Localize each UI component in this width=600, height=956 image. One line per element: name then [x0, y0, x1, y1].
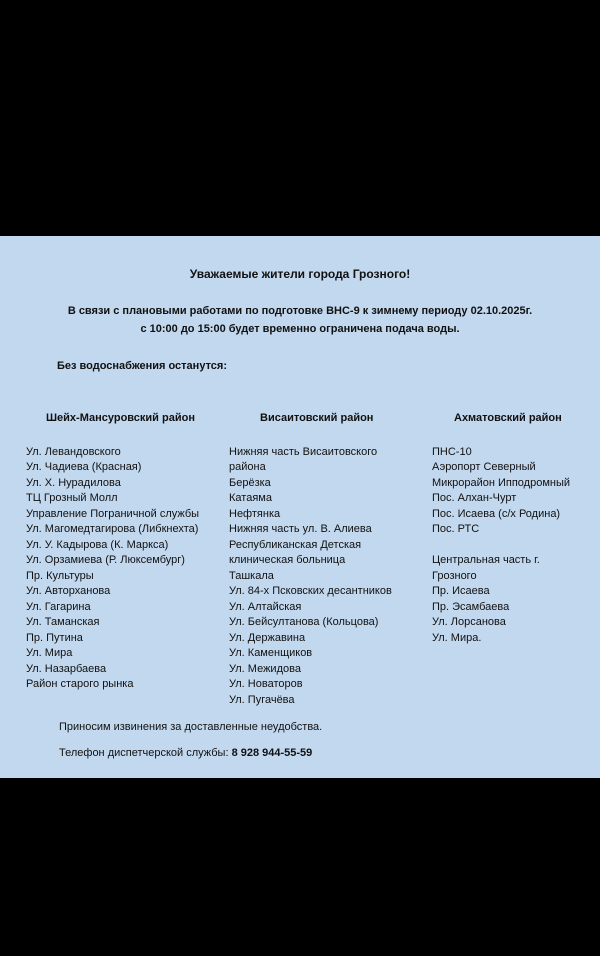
district-column-sheikh-mansurovsky — [26, 411, 199, 693]
street-item: Нижняя часть Висаитовского — [229, 445, 378, 458]
street-item: Ул. Гагарина — [26, 600, 91, 613]
street-list — [432, 553, 570, 646]
street-item: Ул. Лорсанова — [432, 616, 506, 628]
notice-panel — [0, 236, 600, 778]
street-item: Пос. Исаева (с/х Родина) — [432, 507, 561, 520]
street-item: Ул. Таманская — [26, 616, 100, 628]
street-item: Ул. Каменщиков — [229, 647, 313, 659]
street-item: Пр. Путина — [26, 631, 83, 644]
street-item: Аэропорт Северный — [432, 461, 536, 473]
street-item: клиническая больница — [229, 554, 346, 566]
list-spacer — [432, 538, 570, 554]
street-item: Ул. Мира. — [432, 631, 482, 644]
street-item: Ул. Новаторов — [229, 678, 303, 690]
notice-title: Уважаемые жители города Грозного! — [189, 267, 411, 281]
street-item: Ул. Державина — [229, 631, 306, 644]
no-water-heading: Без водоснабжения останутся: — [57, 360, 228, 372]
street-item: Пр. Эсамбаева — [432, 600, 510, 613]
street-item: Нефтянка — [229, 507, 281, 520]
street-list — [26, 445, 199, 693]
street-item: Ул. У. Кадырова (К. Маркса) — [26, 538, 169, 551]
street-item: Район старого рынка — [26, 678, 134, 690]
street-item: Ул. Авторханова — [26, 585, 111, 597]
dispatch-phone — [59, 747, 312, 759]
street-item: Ул. Мира — [26, 647, 73, 659]
district-heading: Висаитовский район — [260, 412, 374, 424]
street-item: Ул. Назарбаева — [26, 662, 107, 675]
notice-intro — [0, 302, 600, 338]
street-item: Берёзка — [229, 476, 271, 489]
street-item: Ул. Левандовского — [26, 445, 121, 458]
street-item: Ул. Алтайская — [229, 600, 302, 613]
district-column-akhmatovsky — [432, 411, 570, 646]
street-item: Ул. Орзамиева (Р. Люксембург) — [26, 554, 185, 566]
street-item: Пос. РТС — [432, 523, 480, 535]
street-item: Микрорайон Ипподромный — [432, 476, 571, 489]
street-item: Ул. Магомедтагирова (Либкнехта) — [26, 523, 199, 535]
district-heading: Ахматовский район — [454, 412, 562, 424]
street-item: Грозного — [432, 569, 477, 582]
district-heading: Шейх-Мансуровский район — [46, 412, 195, 424]
street-item: Ташкала — [229, 569, 274, 582]
street-item: Ул. 84-х Псковских десантников — [229, 585, 392, 597]
street-item: Пр. Культуры — [26, 569, 94, 582]
street-item: Ул. Чадиева (Красная) — [26, 461, 142, 473]
street-item: Республиканская Детская — [229, 538, 362, 551]
street-item: Ул. Межидова — [229, 662, 301, 675]
street-item: Ул. Х. Нурадилова — [26, 476, 121, 489]
street-item: района — [229, 461, 266, 473]
street-item: Центральная часть г. — [432, 554, 540, 566]
street-item: Катаяма — [229, 492, 272, 504]
street-item: Ул. Пугачёва — [229, 693, 295, 706]
apology-text: Приносим извинения за доставленные неудобства. — [59, 721, 323, 733]
intro-line-1: В связи с плановыми работами по подготовке ВНС-9 к зимнему периоду 02.10.2025г. — [67, 305, 533, 317]
street-item: Пос. Алхан-Чурт — [432, 492, 517, 504]
street-item: Ул. Бейсултанова (Кольцова) — [229, 616, 379, 628]
street-item: Пр. Исаева — [432, 585, 490, 597]
street-item: Нижняя часть ул. В. Алиева — [229, 523, 372, 535]
street-item: ПНС-10 — [432, 445, 472, 458]
street-item: Управление Пограничной службы — [26, 507, 200, 520]
phone-label: Телефон диспетчерской службы: — [59, 747, 232, 759]
phone-number: 8 928 944-55-59 — [231, 747, 313, 759]
intro-line-2: с 10:00 до 15:00 будет временно ограничена подача воды. — [140, 323, 460, 335]
street-item: ТЦ Грозный Молл — [26, 492, 118, 504]
street-list — [229, 445, 392, 709]
district-column-visaitovsky — [229, 411, 392, 708]
street-list — [432, 445, 570, 538]
